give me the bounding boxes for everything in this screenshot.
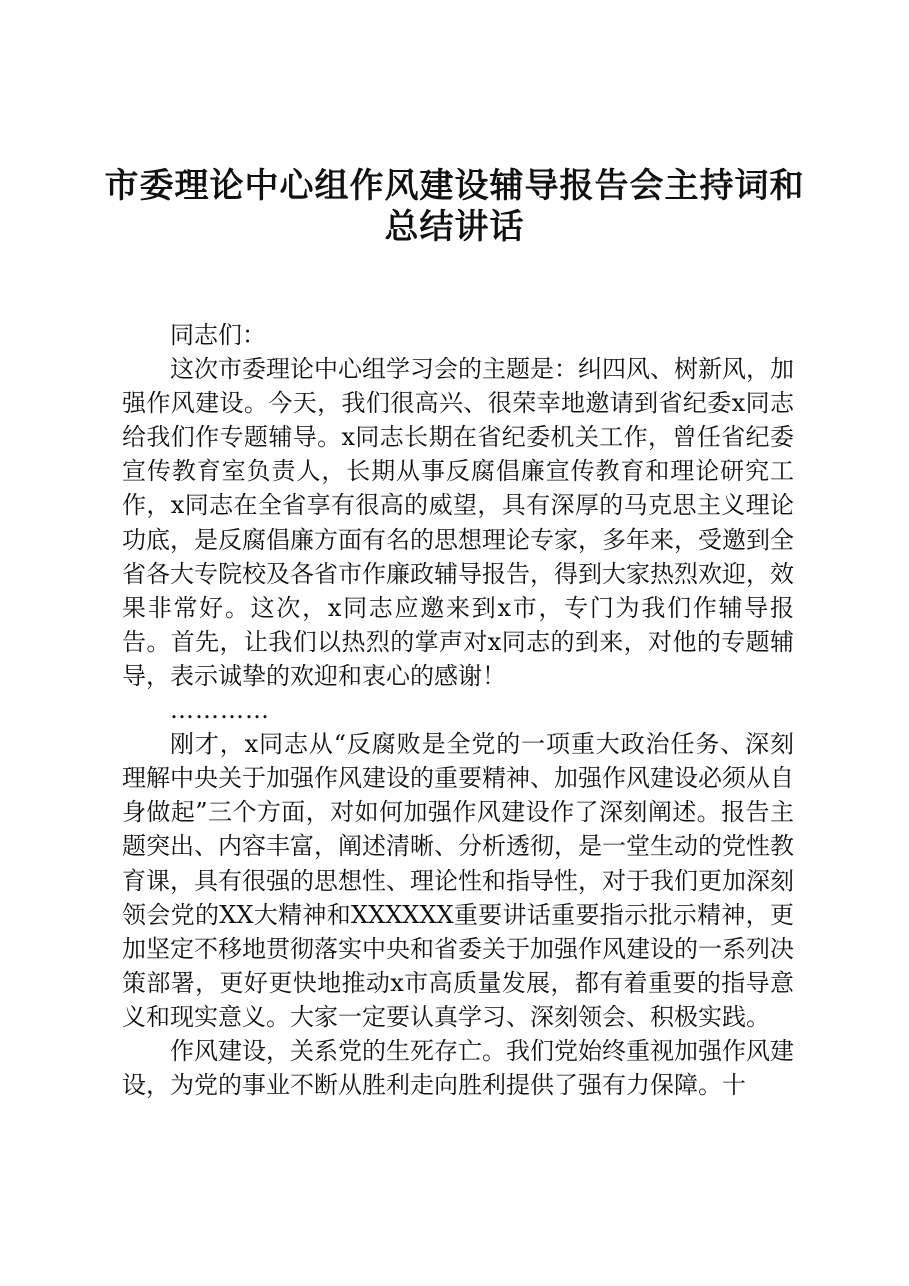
paragraph-summary: 刚才，x同志从“反腐败是全党的一项重大政治任务、深刻理解中央关于加强作风建设的重要精神、加强作风建设必须从自身做起”三个方面，对如何加强作风建设作了深刻阐述。报告主题突出、内容丰富，阐述清晰、分析透彻，是一堂生动的党性教育课，具有很强的思想性、理论性和指导性，对于我们更加深刻领会党的XX大精神和XXXXXX重要讲话重要指示批示精神，更加坚定不移地贯彻落实中央和省委关于加强作风建设的一系列决策部署，更好更快地推动x市高质量发展，都有着重要的指导意义和现实意义。大家一定要认真学习、深刻领会、积极实践。 [122, 730, 794, 1031]
paragraph-style-building: 作风建设，关系党的生死存亡。我们党始终重视加强作风建设，为党的事业不断从胜利走向胜利提供了强有力保障。十 [122, 1036, 794, 1100]
document-title-line-1: 市委理论中心组作风建设辅导报告会主持词和 [104, 166, 805, 206]
document-body [122, 318, 794, 1102]
ellipsis-separator: ………… [170, 696, 270, 725]
paragraph-opening: 这次市委理论中心组学习会的主题是：纠四风、树新风，加强作风建设。今天，我们很高兴、很荣幸地邀请到省纪委x同志给我们作专题辅导。x同志长期在省纪委机关工作，曾任省纪委宣传教育室负责人，长期从事反腐倡廉宣传教育和理论研究工作，x同志在全省享有很高的威望，具有深厚的马克思主义理论功底，是反腐倡廉方面有名的思想理论专家，多年来，受邀到全省各大专院校及各省市作廉政辅导报告，得到大家热烈欢迎，效果非常好。这次，x同志应邀来到x市，专门为我们作辅导报告。首先，让我们以热烈的掌声对x同志的到来，对他的专题辅导，表示诚挚的欢迎和衷心的感谢！ [122, 355, 794, 690]
salutation: 同志们： [170, 321, 266, 349]
document-title-line-2: 总结讲话 [384, 207, 525, 247]
